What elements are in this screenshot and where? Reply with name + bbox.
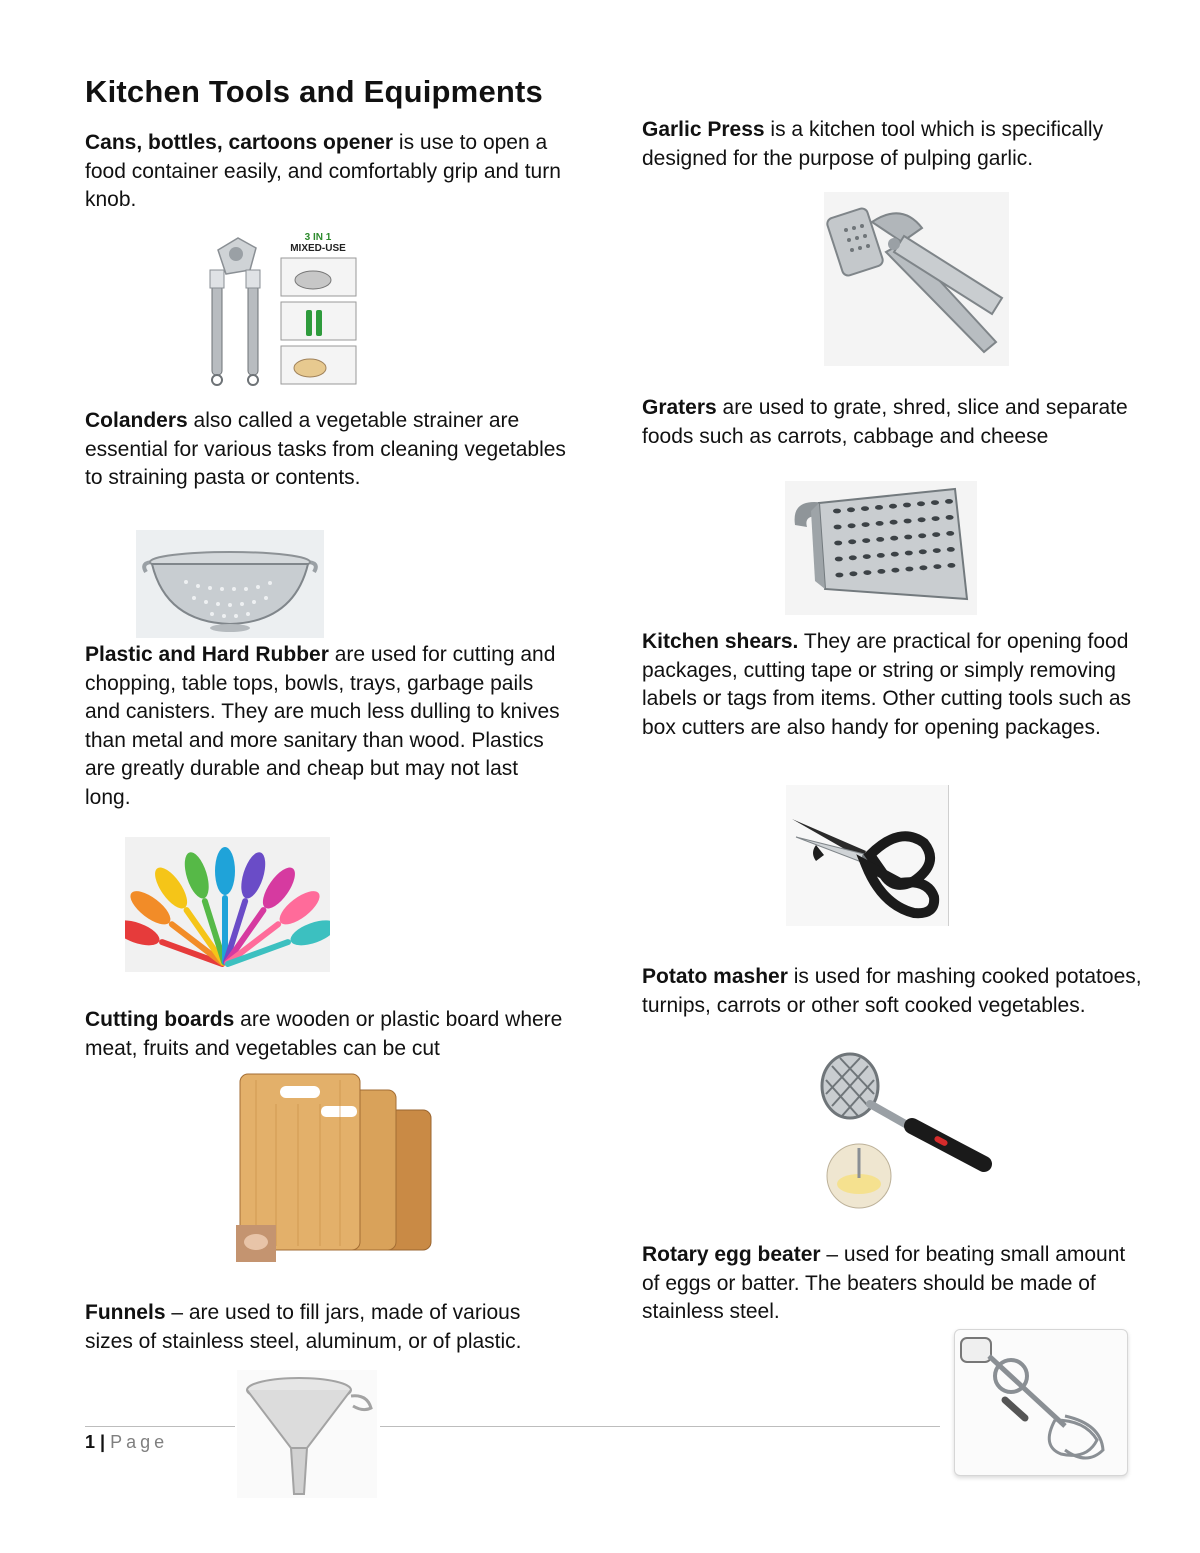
grater-hole [834, 525, 842, 530]
grater-hole [834, 541, 842, 546]
grater-hole [933, 564, 941, 569]
grater-hole [876, 521, 884, 526]
opener-badge-line2: MIXED-USE [290, 243, 346, 254]
utensils-image [125, 837, 330, 972]
opener-text: is use to open a food container easily, and comfortably grip and turn knob. [85, 131, 561, 212]
grater-hole [861, 506, 869, 511]
grater-hole [919, 549, 927, 554]
shears-icon [786, 785, 948, 926]
grater-hole [946, 531, 954, 536]
grater-hole [891, 552, 899, 557]
potato-masher-term: Potato masher [642, 965, 788, 988]
potato-masher-icon [804, 1048, 994, 1210]
potato-masher-text: is used for mashing cooked potatoes, turnips, carrots or other soft cooked vegetables. [642, 965, 1142, 1017]
page-label: Page [110, 1432, 169, 1452]
opener-term: Cans, bottles, cartoons opener [85, 131, 394, 154]
funnel-icon [237, 1370, 377, 1498]
cutting-board-icon [236, 1070, 438, 1262]
grater-hole [833, 509, 841, 514]
page-number: 1 [85, 1432, 96, 1452]
egg-beater-description [642, 1241, 1142, 1327]
grater-hole [877, 569, 885, 574]
grater-hole [932, 516, 940, 521]
colanders-term: Colanders [85, 409, 188, 432]
shears-term: Kitchen shears. [642, 630, 799, 653]
funnels-term: Funnels [85, 1301, 166, 1324]
egg-beater-icon [955, 1330, 1127, 1475]
grater-hole [889, 504, 897, 509]
grater-hole [919, 565, 927, 570]
grater-hole [918, 533, 926, 538]
grater-hole [905, 551, 913, 556]
garlic-press-description [642, 116, 1112, 173]
cutting-boards-term: Cutting boards [85, 1008, 235, 1031]
grater-hole [849, 571, 857, 576]
colanders-description [85, 407, 580, 493]
funnel-image [237, 1370, 377, 1498]
funnels-description [85, 1299, 565, 1356]
grater-hole [918, 517, 926, 522]
utensils-icon [125, 837, 330, 972]
grater-hole [947, 547, 955, 552]
footer-rule-right [380, 1426, 940, 1427]
funnels-text: – are used to fill jars, made of various sizes of stainless steel, aluminum, or of plastic. [85, 1301, 522, 1353]
grater-hole [903, 503, 911, 508]
grater-hole [946, 515, 954, 520]
graters-description [642, 394, 1142, 451]
cutting-boards-description [85, 1006, 575, 1063]
grater-hole [890, 520, 898, 525]
can-opener-icon [198, 230, 363, 388]
grater-image [785, 481, 977, 615]
grater-hole [904, 535, 912, 540]
potato-masher-image [804, 1048, 994, 1210]
grater-hole [877, 553, 885, 558]
shears-image [786, 785, 949, 926]
cutting-boards-image [236, 1070, 438, 1262]
grater-hole [863, 554, 871, 559]
grater-hole [904, 519, 912, 524]
grater-hole [849, 555, 857, 560]
plastic-rubber-description [85, 641, 565, 813]
opener-badge-line1: 3 IN 1 [304, 232, 332, 243]
colander-icon [136, 530, 324, 638]
egg-beater-term: Rotary egg beater [642, 1243, 821, 1266]
grater-icon [785, 481, 977, 615]
grater-hole [863, 570, 871, 575]
egg-beater-image [954, 1329, 1128, 1476]
grater-hole [848, 523, 856, 528]
grater-hole [891, 568, 899, 573]
grater-hole [890, 536, 898, 541]
graters-term: Graters [642, 396, 717, 419]
garlic-press-icon [824, 192, 1009, 366]
egg-beater-text: – used for beating small amount of eggs or batter. The beaters should be made of stainless steel. [642, 1243, 1126, 1324]
grater-hole [905, 567, 913, 572]
cutting-boards-text: are wooden or plastic board where meat, fruits and vegetables can be cut [85, 1008, 563, 1060]
grater-hole [848, 539, 856, 544]
page-title: Kitchen Tools and Equipments [85, 74, 543, 109]
graters-text: are used to grate, shred, slice and separate foods such as carrots, cabbage and cheese [642, 396, 1128, 448]
opener-description [85, 129, 575, 215]
colanders-text: also called a vegetable strainer are essential for various tasks from cleaning vegetables to straining pasta or contents. [85, 409, 566, 490]
page-separator: | [100, 1432, 106, 1452]
grater-hole [835, 557, 843, 562]
garlic-press-text: is a kitchen tool which is specifically designed for the purpose of pulping garlic. [642, 118, 1104, 170]
plastic-rubber-term: Plastic and Hard Rubber [85, 643, 329, 666]
garlic-press-image [824, 192, 1009, 366]
grater-hole [933, 548, 941, 553]
grater-hole [875, 505, 883, 510]
plastic-rubber-text: are used for cutting and chopping, table tops, bowls, trays, garbage pails and canisters. They are much less dulling to knives than metal and more sanitary than wood. Plastics are greatly durable and cheap but may not last long. [85, 643, 560, 809]
grater-hole [876, 537, 884, 542]
shears-description [642, 628, 1142, 742]
grater-hole [947, 563, 955, 568]
footer-rule-left [85, 1426, 235, 1427]
grater-hole [917, 501, 925, 506]
page-footer [85, 1432, 168, 1453]
grater-hole [862, 522, 870, 527]
garlic-press-term: Garlic Press [642, 118, 765, 141]
grater-hole [847, 507, 855, 512]
grater-hole [931, 500, 939, 505]
shears-text: They are practical for opening food packages, cutting tape or string or simply removing labels or tags from items. Other cutting tools such as box cutters are also handy for opening packages. [642, 630, 1132, 739]
can-opener-image [198, 230, 363, 388]
grater-hole [862, 538, 870, 543]
grater-hole [835, 573, 843, 578]
colander-image [136, 530, 324, 638]
grater-hole [945, 499, 953, 504]
grater-hole [932, 532, 940, 537]
potato-masher-description [642, 963, 1142, 1020]
